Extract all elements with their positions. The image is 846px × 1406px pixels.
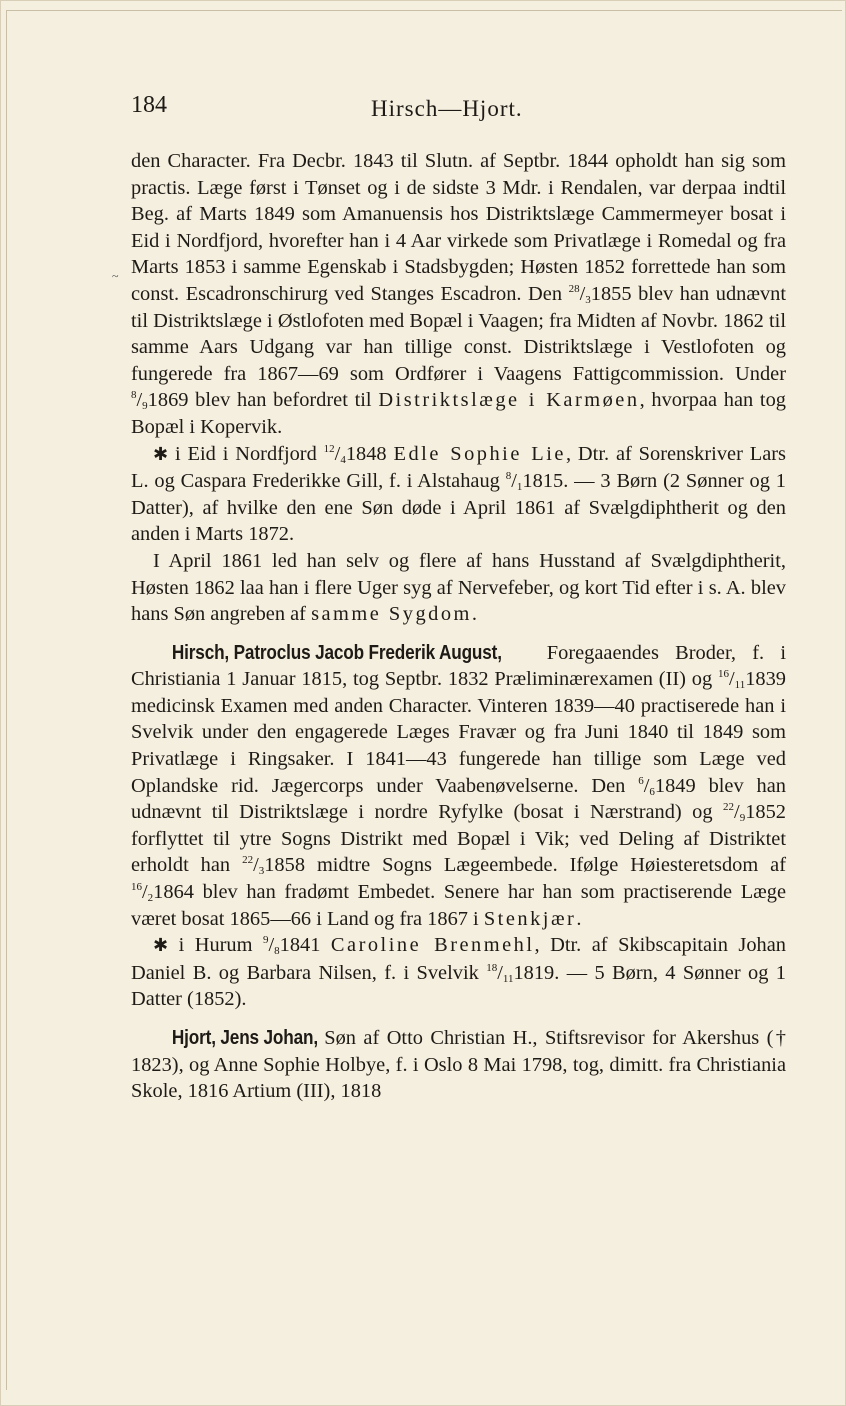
page-edge-top [6, 10, 842, 11]
paragraph-continuation: den Character. Fra Decbr. 1843 til Slutn. af Septbr. 1844 opholdt han sig som practis. Læge først i Tønset og i de sidste 3 Mdr. i Rendalen, var derpaa indtil Beg. af Marts 1849 som Amanuensis hos Distriktslæge Cammermeyer bosat i Eid i Nordfjord, hvorefter han i 4 Aar virkede som Privatlæge i Romedal og fra Marts 1853 i samme Egenskab i Stadsbygden; Høsten 1852 forrettede han som const. Escadronschirurg ved Stanges Escadron. Den $^{28}/_31855$ blev han udnævnt til Distriktslæge i Østlofoten med Bopæl i Vaagen; fra Midten af Novbr. 1862 til samme Aars Udgang var han tillige const. Distriktslæge i Vestlofoten og fungerede fra 1867—69 som Ordfører i Vaagens Fattigcommission. Under $^8/_91869$ blev han befordret til Distriktslæge i Karmøen, hvorpaa han tog Bopæl i Kopervik. [131, 150, 786, 438]
paragraph-marriage-2: ✱ i Hurum $^9/_81841$ Caroline Brenmehl, Dtr. af Skibscapitain Johan Daniel B. og Barbara Nilsen, f. i Svelvik $^{18}/_{11}1819$. — 5 Børn, 4 Sønner og 1 Datter (1852). [131, 934, 786, 1011]
entry-hjort-jens-johan: Hjort, Jens Johan, Søn af Otto Christian H., Stiftsrevisor for Akershus († 1823), og Anne Sophie Holbye, f. i Oslo 8 Mai 1798, tog, dimitt. fra Christiania Skole, 1816 Artium (III), 1818 [131, 1027, 786, 1103]
paragraph-illness-note: I April 1861 led han selv og flere af hans Husstand af Svælgdiphtherit, Høsten 1862 laa han i flere Uger syg af Nervefeber, og kort Tid efter i s. A. blev hans Søn angreben af samme Sygdom. [131, 549, 786, 626]
page-header [131, 92, 786, 132]
entry-name: Hirsch, Patroclus Jacob Frederik August, [171, 641, 502, 664]
running-head: Hirsch—Hjort. [371, 96, 523, 121]
entry-hirsch-patroclus: Hirsch, Patroclus Jacob Frederik August, Foregaaendes Broder, f. i Christiania 1 Januar 1815, tog Septbr. 1832 Præliminærexamen (II) og $^{16}/_{11}1839$ medicinsk Examen med anden Character. Vinteren 1839—40 practiserede han i Svelvik under den engagerede Læges Fravær og fra Juni 1840 til 1849 som Privatlæge i Ringsaker. I 1841—43 fungerede han tillige som Læge ved Oplandske rid. Jægercorps under Vaabenøvelserne. Den $^6/_61849$ blev han udnævnt til Distriktslæge i nordre Ryfylke (bosat i Nærstrand) og $^{22}/_91852$ forflyttet til ytre Sogns Distrikt med Bopæl i Vik; ved Deling af Distriktet erholdt han $^{22}/_31858$ midtre Sogns Lægeembede. Ifølge Høiesteretsdom af $^{16}/_21864$ blev han fradømt Embedet. Senere har han som practiserende Læge været bosat 1865—66 i Land og fra 1867 i Stenkjær. [131, 641, 786, 930]
entry-name: Hjort, Jens Johan, [171, 1027, 318, 1049]
page-edge-left [6, 10, 7, 1390]
paragraph-marriage-1: ✱ i Eid i Nordfjord $^{12}/_41848$ Edle Sophie Lie, Dtr. af Sorenskriver Lars L. og Caspara Frederikke Gill, f. i Alstahaug $^8/_11815$. — 3 Børn (2 Sønner og 1 Datter), af hvilke den ene Søn døde i April 1861 af Svælgdiphtherit og den anden i Marts 1872. [131, 442, 786, 546]
body-text [131, 148, 786, 1105]
margin-mark: ~ [112, 269, 119, 283]
page-number: 184 [131, 92, 167, 118]
